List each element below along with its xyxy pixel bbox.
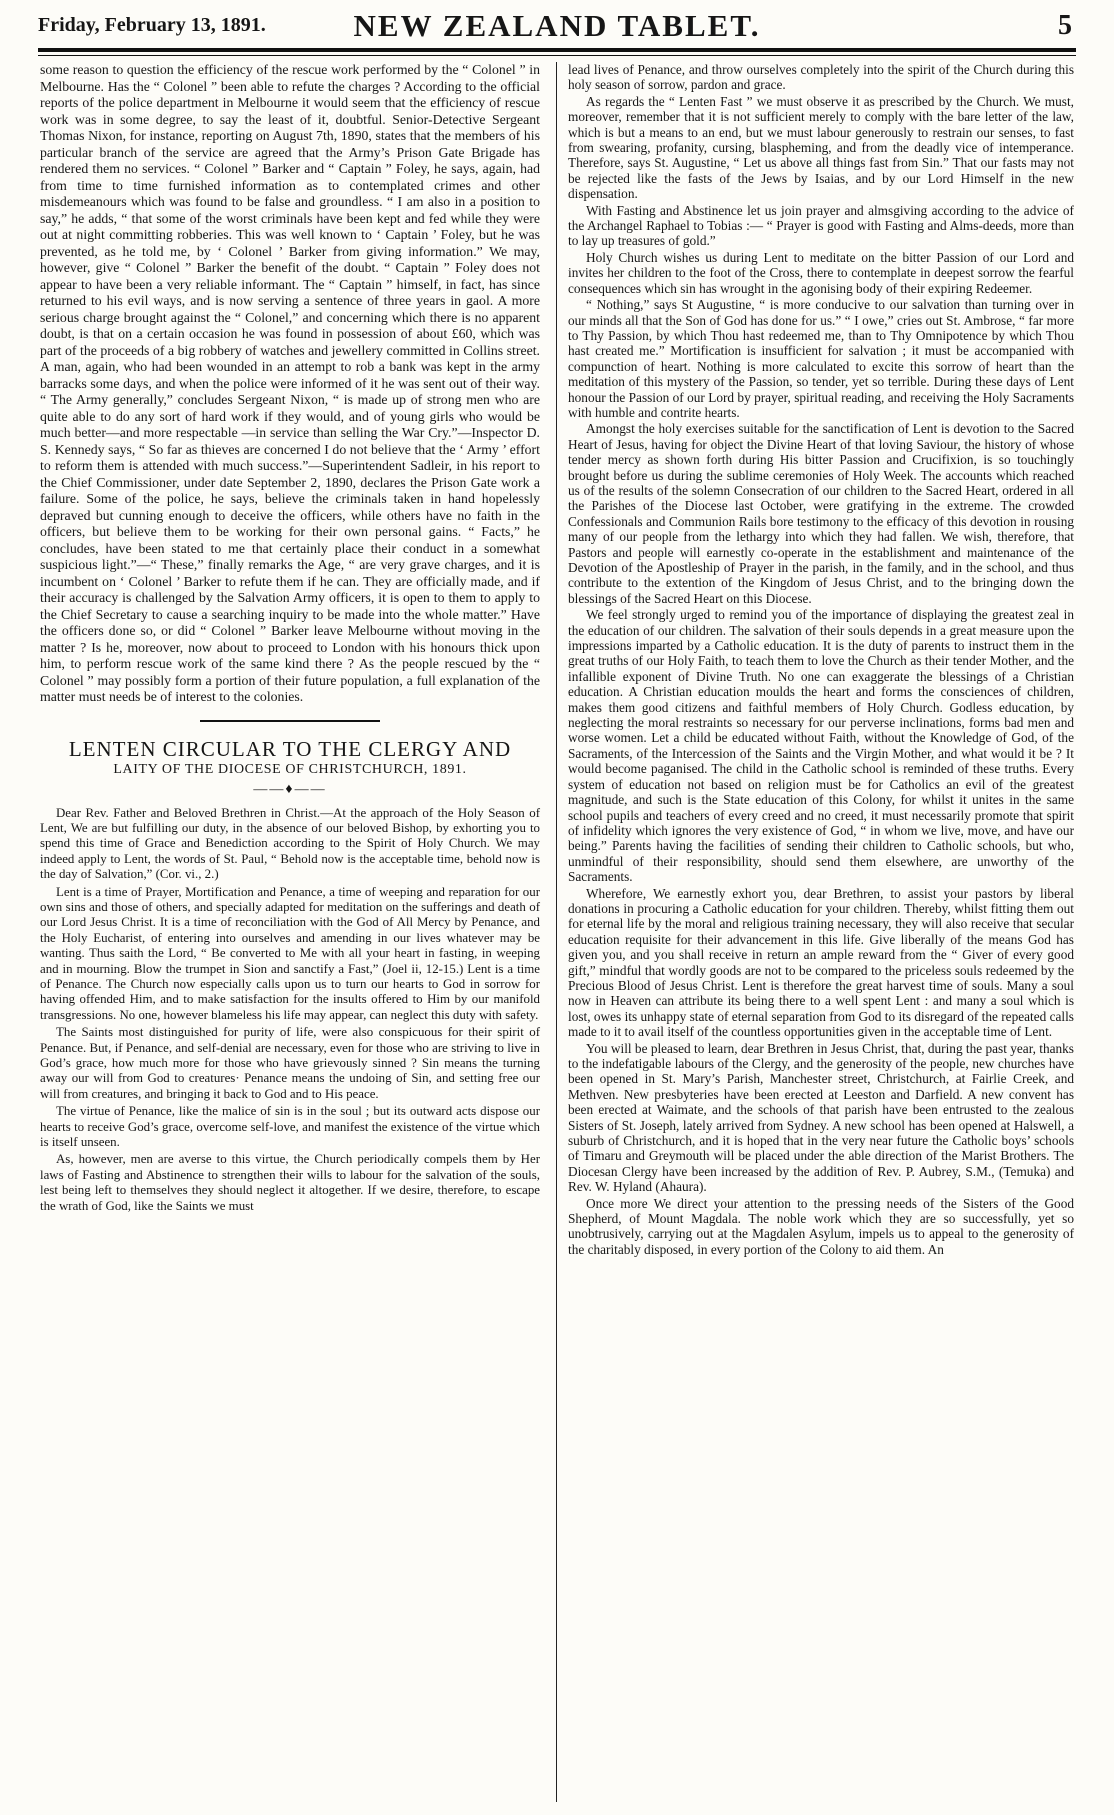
circular-paragraph: You will be pleased to learn, dear Brethren in Jesus Christ, that, during the past year, thanks to the indefatigable labours of the Clergy, and the generosity of the people, new churches have been opened in St. Mary’s Parish, Manchester street, Christchurch, at Fairlie Creek, and Methven. New presbyteries have been erected at Leeston and Darfield. A new convent has been erected at Waimate, and the schools of that parish have been entrusted to the zealous Sisters of St. Joseph, lately arrived from Sydney. A new school has been opened at Halswell, a suburb of Christchurch, and it is hoped that in the very near future the Catholic boys’ schools of Timaru and Greymouth will be placed under the able direction of the Marist Brothers. The Diocesan Clergy have been increased by the addition of Rev. P. Aubrey, S.M., (Temuka) and Rev. W. Hyland (Ahaura). [568,1040,1074,1195]
salvation-army-article: some reason to question the efficiency of the rescue work performed by the “ Colonel ” in Melbourne. Has the “ Colonel ” been able to refute the charges ? According to the official reports of the police department in Melbourne it would seem that the efficiency of rescue work was in some degree, to say the least of it, doubtful. Senior-Detective Sergeant Thomas Nixon, for instance, reporting on August 7th, 1890, states that the members of his particular branch of the service are agreed that the Army’s Prison Gate Brigade has rendered them no services. “ Colonel ” Barker and “ Captain ” Foley, he says, again, had from time to time furnished information as to contemplated crimes and other misdemeanours which was found to be false and groundless. “ I am also in a position to say,” he adds, “ that some of the worst criminals have been kept and fed while they were out at night committing robberies. This was well known to ‘ Captain ’ Foley, but he was prevented, as he told me, by ‘ Colonel ’ Barker from giving information.” We may, however, give “ Colonel ” Barker the benefit of the doubt. “ Captain ” Foley does not appear to have been a very reliable informant. The “ Captain ” himself, in fact, has since returned to his evil ways, and is now serving a sentence of three years in gaol. A more serious charge brought against the “ Colonel,” and concerning which there is no apparent doubt, is that on a certain occasion he was found in possession of about £60, which was part of the proceeds of a big robbery of watches and jewellery committed in Collins street. A man, again, who had been wounded in an attempt to rob a bank was kept in the army barracks some days, and when the police were informed of it he was sent out of their way. “ The Army generally,” concludes Sergeant Nixon, “ is made up of strong men who are quite able to do any sort of hard work if they would, and of young girls who would be much better—and more respectable —in service than selling the War Cry.”—Inspector D. S. Kennedy says, “ So far as thieves are concerned I do not believe that the ‘ Army ’ effort to reform them is attended with much success.”—Superintendent Sadleir, in his report to the Chief Commissioner, under date September 2, 1890, declares the Prison Gate work a failure. Some of the police, he says, believe the criminals taken in hand hopelessly depraved but cunning enough to deceive the officers, while others have no faith in the officers, but believe them to be working for their own personal gains. “ Facts,” he concludes, have been stated to me that certainly place their conduct in a somewhat suspicious light.”—“ These,” finally remarks the Age, “ are very grave charges, and it is incumbent on ‘ Colonel ’ Barker to refute them if he can. They are officially made, and if their accuracy is challenged by the Salvation Army officers, it is open to them to apply to the Chief Secretary to cause a searching inquiry to be made into the whole matter.” Have the officers done so, or did “ Colonel ” Barker leave Melbourne without moving in the matter ? Is he, moreover, now about to proceed to London with his honours thick upon him, to perform rescue work of the same kind there ? As the people rescued by the “ Colonel ” may possibly form a portion of their future population, a full explanation of the matter must needs be of interest to the colonies. [40,62,540,704]
circular-paragraph: The Saints most distinguished for purity of life, were also conspicuous for their spirit of Penance. But, if Penance, and self-denial are necessary, even for those who are striving to live in God’s grace, how much more for those who have grievously sinned ? Sin means the turning away our will from God to creatures· Penance means the undoing of Sin, and setting free our will from creatures, and bringing it back to God and to His peace. [40,1025,540,1101]
circular-paragraph: The virtue of Penance, like the malice of sin is in the soul ; but its outward acts dispose our hearts to receive God’s grace, overcome self-love, and manifest the existence of the virtue which is itself unseen. [40,1104,540,1150]
circular-subheading: LAITY OF THE DIOCESE OF CHRISTCHURCH, 1891. [113,761,467,777]
section-separator [200,720,380,722]
circular-heading: LENTEN CIRCULAR TO THE CLERGY AND [68,736,512,761]
circular-paragraph: Holy Church wishes us during Lent to meditate on the bitter Passion of our Lord and invites her children to the foot of the Cross, there to contemplate in deepest sorrow the fearful consequences which sin has wrought in the agonising body of their expiring Redeemer. [568,249,1074,296]
circular-body [40,806,540,1215]
masthead-rule-thin [38,55,1076,56]
circular-paragraph: “ Nothing,” says St Augustine, “ is more conducive to our salvation than turning over in our minds all that the Son of God has done for us.” “ I owe,” cries out St. Ambrose, “ far more to Thy Passion, by which Thou hast redeemed me, than to Thy Omnipotence by which Thou hast created me.” Mortification is insufficient for salvation ; it must be accompanied with compunction of heart. Nothing is more calculated to excite this sorrow of heart than the meditation of this mystery of the Passion, so tender, yet so terrible. During these days of Lent honour the Passion of our Lord by prayer, spiritual reading, and receiving the Holy Sacraments with humble and contrite hearts. [568,297,1074,420]
ornament-divider: ——♦—— [253,781,327,797]
circular-paragraph: We feel strongly urged to remind you of the importance of displaying the greatest zeal in the education of our children. The salvation of their souls depends in a great measure upon the impressions imparted by a Catholic education. It is the duty of parents to instruct them in the great truths of our Holy Faith, to teach them to love the Church as their tender Mother, and the infallible exponent of Divine Truth. No one can exaggerate the blessings of a Christian education. A Christian education moulds the heart and forms the consciences of children, makes them good citizens and faithful members of Holy Church. Godless education, by neglecting the moral restraints so necessary for our perverse inclinations, forms bad men and worse women. Let a child be educated without Faith, without the Knowledge of God, of the Sacraments, of the Intercession of the Saints and the Virgin Mother, and what would it be ? It would become paganised. The child in the Catholic school is reminded of these truths. Every system of education not based on religion must be for Catholics an evil of the greatest magnitude, and such is the State education of this Colony, for whilst it unites in the same school pupils and teachers of every creed and no creed, it must necessarily promote that spirit of infidelity which ignores the very existence of God, “ in whom we live, move, and have our being.” Parents having the facilities of sending their children to Catholic schools, but who, unmindful of their responsibility, should send them elsewhere, are unworthy of the Sacraments. [568,607,1074,885]
circular-paragraph: As regards the “ Lenten Fast ” we must observe it as prescribed by the Church. We must, moreover, remember that it is not sufficient merely to comply with the bare letter of the law, which is but a means to an end, but we must labour generously to restrain our senses, to fast from swearing, profanity, cursing, blaspheming, and from the deadly vice of intemperance. Therefore, says St. Augustine, “ Let us above all things fast from Sin.” That our fasts may not be rejected like the fasts of the Jews by Isaias, and by our Lord Himself in the new dispensation. [568,93,1074,202]
column-rule [556,62,557,1802]
circular-paragraph: Wherefore, We earnestly exhort you, dear Brethren, to assist your pastors by liberal donations in procuring a Catholic education for your children. Thereby, whilst fitting them out for eternal life by the moral and religious training necessary, they will also receive that secular education requisite for their advancement in this life. Give liberally of the means God has given you, and you shall receive in return an ample reward from the “ Giver of every good gift,” mindful that wordly goods are not to be compared to the priceless souls redeemed by the Precious Blood of Jesus Christ. Lent is therefore the great harvest time of souls. Many a soul now in Heaven can attribute its being there to a well spent Lent : and many a soul which is lost, owes its unhappy state of eternal separation from God to its disregard of the repeated calls made to it to avail itself of the countless opportunities given in the acceptable time of Lent. [568,885,1074,1040]
masthead-rule-thick [38,48,1076,52]
left-column [40,62,540,1216]
newspaper-title: NEW ZEALAND TABLET. [353,8,761,43]
circular-paragraph: With Fasting and Abstinence let us join prayer and almsgiving according to the advice of the Archangel Raphael to Tobias :— “ Prayer is good with Fasting and Alms-deeds, more than to lay up treasures of gold.” [568,202,1074,249]
circular-paragraph: Lent is a time of Prayer, Mortification and Penance, a time of weeping and reparation for our own sins and those of others, and specially adapted for meditation on the sufferings and death of our Lord Jesus Christ. It is a time of reconciliation with the God of All Mercy by Penance, and the Holy Eucharist, of entering into ourselves and amending in our lives whatever may be wanting. Thus saith the Lord, “ Be converted to Me with all your heart in fasting, in weeping and in mourning. Blow the trumpet in Sion and sanctify a Fast,” (Joel ii, 12-15.) Lent is a time of Penance. The Church now especially calls upon us to turn our hearts to God in sorrow for having offended Him, and to make satisfaction for the insults offered to Him by our manifold transgressions. No one, however blameless his life may appear, can neglect this duty with safety. [40,884,540,1022]
circular-paragraph: Once more We direct your attention to the pressing needs of the Sisters of the Good Shepherd, of Mount Magdala. The noble work which they are so successfully, yet so unobtrusively, carrying out at the Magdalen Asylum, impels us to appeal to the generosity of the charitably disposed, in every portion of the Colony to aid them. An [568,1195,1074,1257]
circular-paragraph: Amongst the holy exercises suitable for the sanctification of Lent is devotion to the Sacred Heart of Jesus, having for object the Divine Heart of that loving Saviour, the history of whose tender mercy as shown forth during His bitter Passion and Crucifixion, is so touchingly brought before us during the sublime ceremonies of Holy Week. The accounts which reached us of the results of the solemn Consecration of our children to the Sacred Heart, ordered in all the Parishes of the Diocese last October, were gratifying in the extreme. The crowded Confessionals and Communion Rails bore testimony to the efficacy of this devotion in rousing many of our people from the lethargy into which they had fallen. We wish, therefore, that Pastors and people will earnestly co-operate in the establishment and maintenance of the Devotion of the Apostleship of Prayer in the parish, in the family, and in the school, and thus contribute to the extention of the Kingdom of Jesus Christ, and to the bringing down the blessings of the Sacred Heart on this Diocese. [568,421,1074,606]
circular-paragraph: Dear Rev. Father and Beloved Brethren in Christ.—At the approach of the Holy Season of Lent, We are but fulfilling our duty, in the absence of our beloved Bishop, by exhorting you to spend this time of Grace and Benediction according to the Spirit of Holy Church. We may indeed apply to Lent, the words of St. Paul, “ Behold now is the acceptable time, behold now is the day of Salvation,” (Cor. vi., 2.) [40,805,540,882]
right-column [568,62,1074,1258]
circular-paragraph: lead lives of Penance, and throw ourselves completely into the spirit of the Church during this holy season of sorrow, pardon and grace. [568,62,1074,93]
page-number: 5 [1058,10,1072,41]
issue-date: Friday, February 13, 1891. [38,14,266,36]
masthead [38,6,1076,50]
circular-paragraph: As, however, men are averse to this virtue, the Church periodically compels them by Her laws of Fasting and Abstinence to strengthen their wills to labour for the salvation of the souls, lest being left to themselves they should neglect it altogether. If we desire, therefore, to escape the wrath of God, like the Saints we must [40,1152,540,1213]
